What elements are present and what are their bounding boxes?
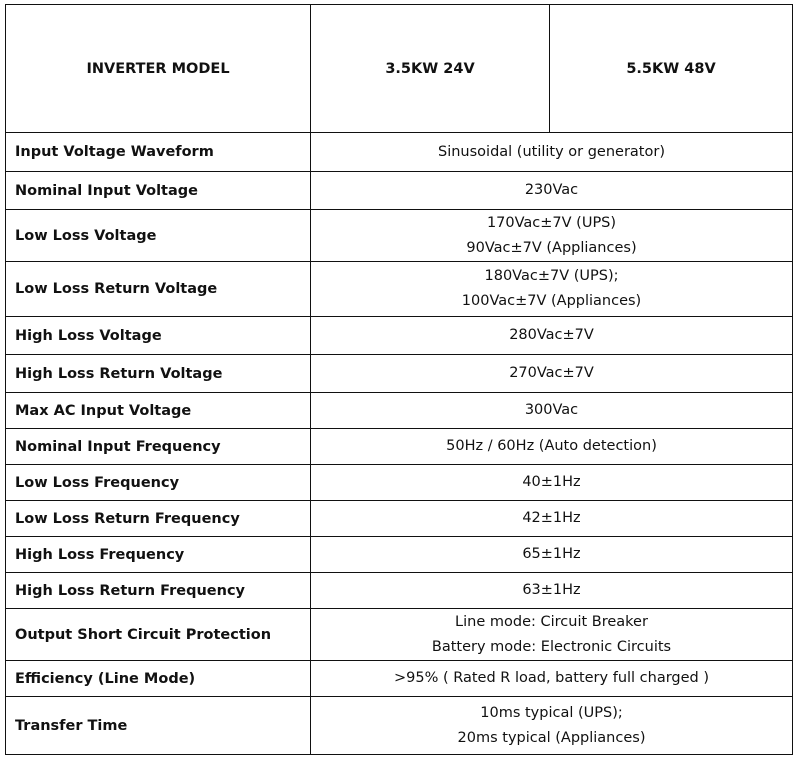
spec-row (6, 355, 793, 393)
spec-value (311, 429, 793, 465)
spec-label: Low Loss Return Voltage (6, 262, 311, 317)
spec-row (6, 317, 793, 355)
spec-value-line: 90Vac±7V (Appliances) (466, 239, 637, 256)
spec-value-line: 65±1Hz (522, 546, 581, 562)
spec-value (311, 317, 793, 355)
spec-row (6, 501, 793, 537)
spec-value-line: 63±1Hz (522, 582, 581, 598)
spec-value (311, 393, 793, 429)
spec-label: High Loss Return Voltage (6, 355, 311, 393)
spec-value-line: 20ms typical (Appliances) (457, 729, 646, 746)
spec-label: Input Voltage Waveform (6, 133, 311, 172)
spec-value-line: 280Vac±7V (509, 327, 594, 343)
spec-row (6, 133, 793, 172)
spec-value-line: Battery mode: Electronic Circuits (431, 638, 672, 655)
inverter-spec-table (5, 4, 793, 755)
spec-row (6, 262, 793, 317)
spec-value-line: 230Vac (524, 182, 579, 198)
spec-value (311, 697, 793, 755)
spec-value (311, 501, 793, 537)
spec-label: Output Short Circuit Protection (6, 609, 311, 661)
spec-value-line: 42±1Hz (522, 510, 581, 526)
spec-label: Low Loss Frequency (6, 465, 311, 501)
model-3-5kw-24v-header: 3.5KW 24V (311, 5, 550, 133)
spec-value-line: 100Vac±7V (Appliances) (461, 293, 642, 309)
spec-value-line: 270Vac±7V (509, 365, 594, 381)
spec-value (311, 172, 793, 210)
spec-label: Nominal Input Voltage (6, 172, 311, 210)
spec-value-line: 10ms typical (UPS); (480, 704, 623, 721)
header-row (6, 5, 793, 133)
spec-row (6, 465, 793, 501)
header-label-cell: INVERTER MODEL (6, 5, 311, 133)
spec-label: Nominal Input Frequency (6, 429, 311, 465)
spec-label: High Loss Return Frequency (6, 573, 311, 609)
spec-value-line: 50Hz / 60Hz (Auto detection) (446, 438, 657, 454)
spec-value-line: 170Vac±7V (UPS) (486, 214, 617, 231)
spec-label: Low Loss Voltage (6, 210, 311, 262)
spec-label: Max AC Input Voltage (6, 393, 311, 429)
spec-row (6, 573, 793, 609)
spec-value (311, 465, 793, 501)
spec-value (311, 210, 793, 262)
spec-label: Efficiency (Line Mode) (6, 661, 311, 697)
spec-value (311, 355, 793, 393)
spec-row (6, 537, 793, 573)
spec-value-line: Sinusoidal (utility or generator) (438, 143, 665, 160)
spec-value (311, 609, 793, 661)
spec-value-line: 300Vac (524, 402, 579, 418)
spec-row (6, 661, 793, 697)
spec-row (6, 172, 793, 210)
spec-value (311, 133, 793, 172)
spec-label: Transfer Time (6, 697, 311, 755)
spec-label: High Loss Frequency (6, 537, 311, 573)
spec-value (311, 573, 793, 609)
spec-row (6, 609, 793, 661)
spec-row (6, 429, 793, 465)
spec-row (6, 210, 793, 262)
spec-row (6, 697, 793, 755)
spec-value-line: 40±1Hz (522, 474, 581, 490)
spec-row (6, 393, 793, 429)
spec-value-line: Line mode: Circuit Breaker (455, 613, 648, 630)
spec-label: High Loss Voltage (6, 317, 311, 355)
spec-value-line: >95% ( Rated R load, battery full charged ) (393, 670, 710, 686)
spec-value (311, 537, 793, 573)
spec-value (311, 661, 793, 697)
spec-label: Low Loss Return Frequency (6, 501, 311, 537)
spec-value (311, 262, 793, 317)
spec-value-line: 180Vac±7V (UPS); (484, 268, 619, 284)
model-5-5kw-48v-header: 5.5KW 48V (550, 5, 793, 133)
